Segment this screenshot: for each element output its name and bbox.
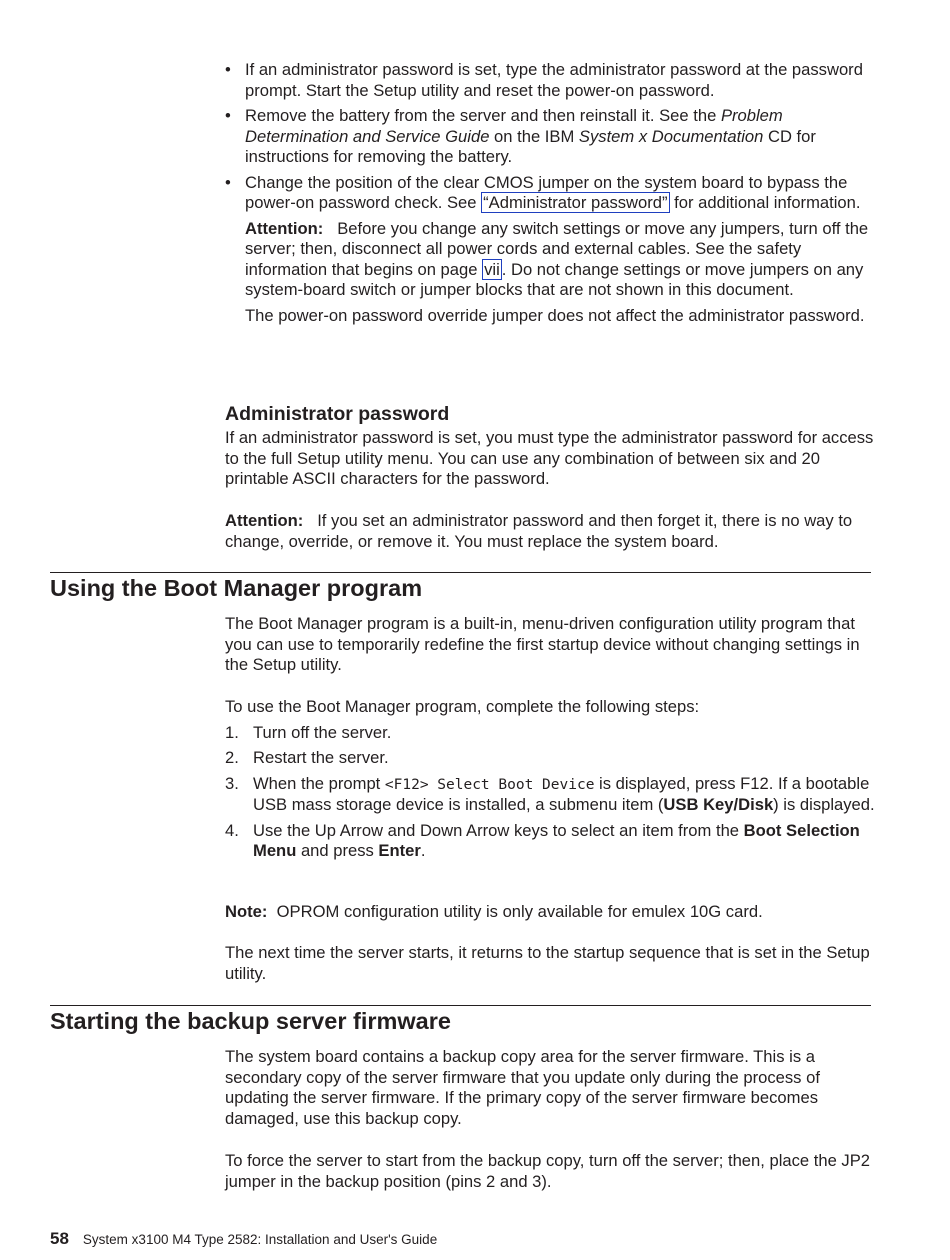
attention-label: Attention:: [225, 511, 304, 530]
administrator-password-link[interactable]: “Administrator password”: [483, 193, 668, 212]
boot-manager-intro: [225, 614, 875, 676]
bullet-item: [225, 60, 875, 101]
section-divider: [50, 1005, 871, 1006]
safety-page-link[interactable]: vii: [484, 259, 500, 279]
text-run: . Do not change settings or move jumpers on any system-board switch or jumper blocks that are not shown in this document.: [245, 259, 864, 299]
step-item: [225, 774, 875, 816]
bullet-text: [245, 173, 875, 214]
note-label: Note:: [225, 902, 268, 921]
steps-intro: To use the Boot Manager program, complete the following steps:: [225, 697, 700, 716]
override-note: The power-on password override jumper does not affect the administrator password.: [245, 305, 865, 325]
attention-paragraph: [225, 511, 875, 552]
backup-text: To force the server to start from the backup copy, turn off the server; then, place the JP2 jumper in the backup position (pins 2 and 3).: [225, 1151, 871, 1191]
bold-term: Enter: [378, 841, 421, 860]
page-footer: [50, 1229, 437, 1249]
text-run: Remove the battery from the server and then reinstall it. See the: [245, 106, 721, 125]
note-block: [225, 902, 875, 923]
text-run: OPROM configuration utility is only available for emulex 10G card.: [276, 902, 763, 921]
boot-intro-text: The Boot Manager program is a built-in, menu-driven configuration utility program that you can use to temporarily redefine the first startup device without changing settings in the Setup utility.: [225, 614, 860, 674]
text-run: Use the Up Arrow and Down Arrow keys to select an item from the: [253, 820, 744, 840]
admin-attention: [225, 511, 875, 552]
prompt-code: <F12> Select Boot Device: [384, 776, 595, 793]
bullet-list: [225, 60, 875, 331]
bullet-item: [225, 106, 875, 168]
step-text: Restart the server.: [253, 748, 389, 767]
step-item: [225, 748, 875, 769]
backup-text: The system board contains a backup copy area for the server firmware. This is a secondary copy of the server firmware that you update only during the process of updating the server firmware. If the primary copy of the server firmware becomes damaged, use this backup copy.: [225, 1047, 820, 1128]
text-run: Change the position of the clear CMOS jumper on the system board to bypass the power-on password check. See: [245, 172, 848, 212]
admin-password-heading: Administrator password: [225, 403, 450, 425]
step-number: 4.: [225, 820, 239, 840]
cd-title: System x Documentation: [578, 126, 764, 146]
guide-title: Problem Determination and Service Guide: [245, 106, 783, 146]
step-number: 1.: [225, 722, 239, 742]
section-divider: [50, 572, 871, 573]
text-run: on the IBM: [489, 126, 579, 146]
admin-password-body: [225, 428, 875, 490]
text-run: .: [420, 841, 426, 860]
step-number: 2.: [225, 748, 239, 767]
steps-list: [225, 723, 875, 862]
text-run: Before you change any switch settings or move any jumpers, turn off the server; then, disconnect all power cords and external cables. See the safety information that begins on page: [245, 218, 869, 279]
text-run: is displayed, press F12. If a bootable USB mass storage device is installed, a submenu item (: [253, 773, 870, 814]
closing-text: The next time the server starts, it returns to the startup sequence that is set in the Setup utility.: [225, 943, 870, 983]
page-number: 58: [50, 1229, 69, 1248]
attention-paragraph: [245, 219, 875, 301]
step-number: 3.: [225, 773, 239, 793]
step-item: [225, 821, 875, 862]
step-text: [253, 774, 875, 815]
note-paragraph: [225, 902, 875, 923]
text-run: ) is displayed.: [773, 795, 875, 814]
bullet-icon: •: [225, 106, 231, 125]
footer-title: System x3100 M4 Type 2582: Installation and User's Guide: [82, 1232, 438, 1247]
text-run: for additional information.: [669, 193, 861, 212]
boot-manager-steps: [225, 697, 875, 867]
admin-password-text: If an administrator password is set, you must type the administrator password for access to the full Setup utility menu. You can use any combination of between six and 20 printable ASCII characters for the password.: [225, 428, 874, 488]
bold-term: USB Key/Disk: [663, 795, 774, 814]
backup-para-2: [225, 1151, 875, 1192]
step-text: [253, 821, 860, 861]
bold-term: Boot Selection Menu: [253, 820, 860, 860]
boot-closing: [225, 943, 875, 984]
text-run: CD for instructions for removing the battery.: [245, 126, 816, 166]
bullet-text: [245, 106, 875, 168]
bullet-icon: •: [225, 60, 231, 79]
backup-firmware-heading: Starting the backup server firmware: [50, 1008, 451, 1034]
text-run: If you set an administrator password and then forget it, there is no way to change, override, or remove it. You must replace the system board.: [225, 511, 853, 551]
bullet-text: If an administrator password is set, type the administrator password at the password prompt. Start the Setup utility and reset the power-on password.: [245, 60, 863, 100]
step-text: Turn off the server.: [253, 722, 392, 742]
step-item: [225, 723, 875, 744]
boot-manager-heading: Using the Boot Manager program: [50, 575, 423, 601]
bullet-item: [225, 173, 875, 327]
text-run: When the prompt: [253, 773, 385, 793]
bullet-icon: •: [225, 172, 231, 192]
backup-para-1: [225, 1047, 875, 1129]
attention-label: Attention:: [245, 218, 324, 238]
text-run: and press: [296, 841, 379, 860]
